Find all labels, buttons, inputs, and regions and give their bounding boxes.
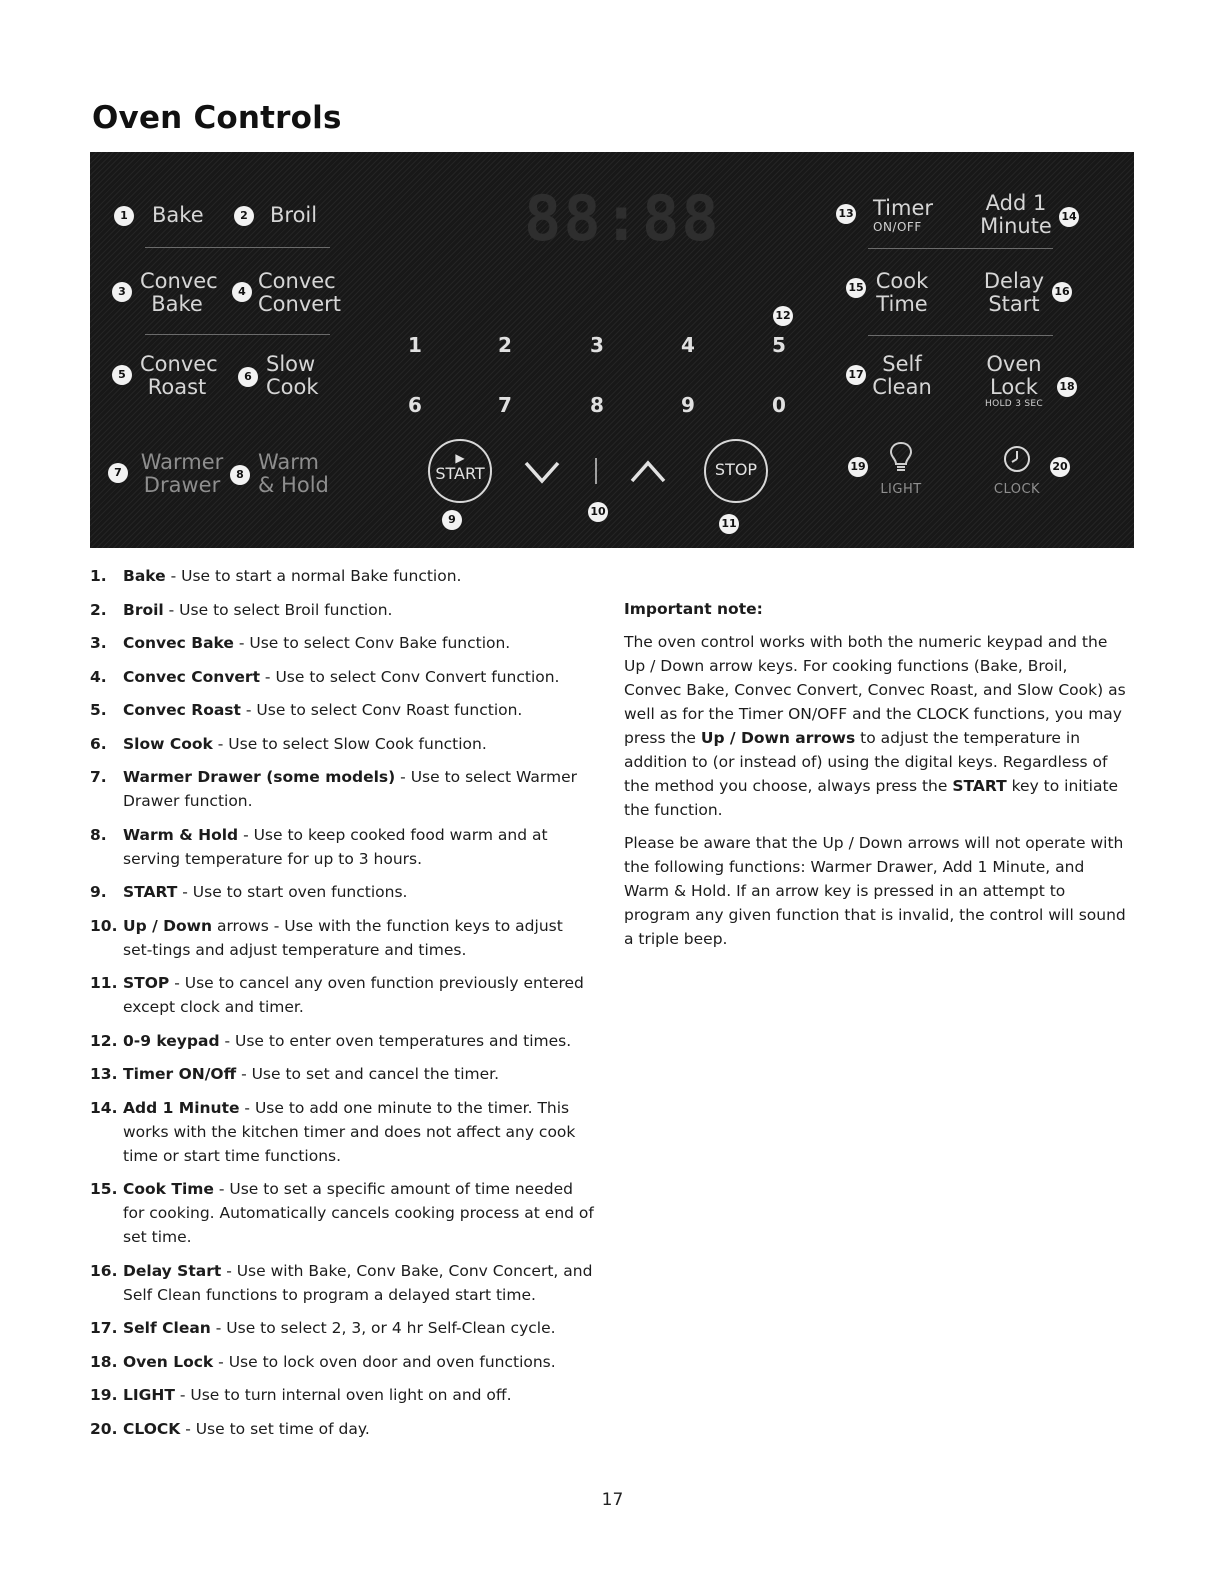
important-note [624, 597, 1129, 960]
list-item [90, 880, 595, 904]
item-text: - Use with Bake, Conv Bake, Conv Concert, and Self Clean functions to program a delayed start time. [123, 1261, 593, 1304]
item-number: 2. [90, 600, 107, 619]
note-text: to adjust the temperature in addition to (or instead of) using the digital keys. Regardless of the method you choose, always press the [624, 729, 1108, 795]
add-1-minute-button[interactable] [978, 192, 1054, 238]
chevron-up-icon [632, 463, 664, 481]
broil-label: Broil [270, 203, 318, 227]
note-emphasis: Up / Down arrows [700, 729, 856, 747]
list-item [90, 1096, 595, 1168]
item-text: - Use to set a specific amount of time needed for cooking. Automatically cancels cooking process at end of set time. [123, 1180, 594, 1246]
callout-badge-11: 11 [719, 514, 739, 534]
item-term: Convec Convert [123, 667, 260, 686]
cook-time-label-1: Cook [875, 269, 929, 293]
convec-convert-label-1: Convec [258, 269, 336, 293]
slow-cook-label-2: Cook [266, 375, 319, 399]
item-number: 9. [90, 883, 107, 901]
keypad-key-8[interactable]: 8 [590, 393, 604, 417]
item-number: 1. [90, 567, 107, 585]
callout-badge-1: 1 [114, 206, 134, 226]
digital-display: 88:88 [524, 182, 721, 255]
divider [145, 334, 330, 335]
convec-roast-label-1: Convec [140, 352, 218, 376]
item-text: - Use to select Warmer Drawer function. [123, 768, 577, 810]
item-term: Bake [123, 567, 166, 585]
callout-badge-4: 4 [232, 282, 252, 302]
convec-bake-label-1: Convec [140, 269, 218, 293]
callout-badge-15: 15 [846, 278, 866, 298]
bake-button[interactable] [152, 204, 204, 227]
item-number: 10. [90, 916, 118, 935]
list-item [90, 1029, 595, 1053]
divider [868, 335, 1053, 336]
start-label: START [435, 464, 485, 483]
convec-bake-button[interactable] [140, 269, 218, 316]
item-number: 6. [90, 734, 107, 753]
convec-convert-label-2: Convert [258, 292, 342, 316]
note-text: The oven control works with both the numeric keypad and the Up / Down arrow keys. For cooking functions (Bake, Broil, Convec Bake, Convec Convert, Convec Roast, and Slow Cook) as well as for the Timer ON/OFF and the CLOCK functions, you may press the [624, 633, 1126, 747]
callout-badge-7: 7 [108, 463, 128, 483]
item-text: - Use to select Conv Convert function. [260, 667, 560, 686]
oven-lock-label-1: Oven [986, 352, 1042, 376]
keypad-key-2[interactable]: 2 [498, 333, 512, 357]
play-icon: ▶ [455, 451, 465, 465]
item-term: 0-9 keypad [123, 1031, 220, 1050]
callout-badge-2: 2 [234, 206, 254, 226]
list-item [90, 698, 595, 722]
timer-label: Timer [873, 196, 934, 220]
broil-button[interactable] [270, 204, 317, 227]
note-text: key to initiate the function. [624, 777, 1119, 819]
delay-start-label-1: Delay [983, 269, 1045, 293]
item-term: LIGHT [123, 1386, 175, 1404]
convec-roast-button[interactable] [140, 352, 218, 399]
item-text: - Use to start a normal Bake function. [165, 567, 462, 585]
list-item [90, 1316, 595, 1340]
bake-label: Bake [152, 203, 204, 227]
self-clean-button[interactable] [870, 353, 934, 399]
note-emphasis: START [952, 777, 1007, 795]
warmer-drawer-label-2: Drawer [143, 473, 221, 497]
callout-badge-16: 16 [1052, 282, 1072, 302]
item-term: Cook Time [123, 1180, 214, 1198]
item-number: 20. [90, 1419, 118, 1438]
self-clean-label-1: Self [882, 352, 922, 376]
oven-lock-label-2: Lock [990, 375, 1038, 399]
stop-label: STOP [714, 460, 758, 479]
clock-label: CLOCK [993, 482, 1041, 497]
item-text: - Use to set and cancel the timer. [236, 1065, 500, 1083]
keypad-key-7[interactable]: 7 [498, 393, 512, 417]
list-item [90, 665, 595, 689]
item-term: Oven Lock [123, 1352, 214, 1371]
item-number: 4. [90, 667, 107, 686]
item-text: - Use to enter oven temperatures and times. [219, 1031, 572, 1050]
item-number: 12. [90, 1031, 118, 1050]
keypad-key-9[interactable]: 9 [681, 393, 695, 417]
item-number: 18. [90, 1352, 118, 1371]
list-item [90, 823, 595, 871]
item-number: 19. [90, 1386, 118, 1404]
item-term: Warmer Drawer (some models) [123, 768, 396, 786]
callout-badge-18: 18 [1057, 377, 1077, 397]
clock-button[interactable] [982, 444, 1052, 497]
convec-convert-button[interactable] [258, 270, 341, 316]
oven-control-panel [90, 152, 1134, 548]
oven-lock-sublabel: HOLD 3 SEC [985, 399, 1043, 409]
start-button[interactable] [428, 439, 492, 503]
item-text: - Use to select Broil function. [163, 600, 393, 619]
item-term: Slow Cook [123, 734, 213, 753]
delay-start-button[interactable] [982, 270, 1046, 316]
self-clean-label-2: Clean [872, 375, 932, 399]
list-item [90, 765, 595, 813]
note-paragraph-1 [624, 630, 1129, 822]
item-term: CLOCK [123, 1419, 181, 1438]
callout-badge-3: 3 [112, 282, 132, 302]
item-term: Convec Roast [123, 701, 241, 719]
warm-hold-button[interactable] [258, 451, 329, 497]
callout-badge-5: 5 [112, 365, 132, 385]
keypad-key-6[interactable]: 6 [408, 393, 422, 417]
list-item [90, 564, 595, 588]
delay-start-label-2: Start [988, 292, 1040, 316]
item-number: 3. [90, 634, 107, 652]
keypad-key-4[interactable]: 4 [681, 333, 695, 357]
item-term: Convec Bake [123, 634, 234, 652]
light-label: LIGHT [880, 482, 922, 497]
list-item [90, 1259, 595, 1307]
warm-hold-label-1: Warm [258, 450, 320, 474]
timer-sublabel: ON/OFF [873, 220, 922, 234]
list-item [90, 1417, 595, 1441]
callout-badge-19: 19 [848, 457, 868, 477]
chevron-down-icon [526, 463, 558, 481]
note-paragraph-2: Please be aware that the Up / Down arrows will not operate with the following functions: Warmer Drawer, Add 1 Minute, and Warm & Hold. If an arrow key is pressed in an attempt to program any given function that is invalid, the control will sound a triple beep. [624, 834, 1126, 948]
convec-roast-label-2: Roast [147, 375, 207, 399]
page-title: Oven Controls [92, 100, 342, 136]
divider [868, 248, 1053, 249]
list-item [90, 598, 595, 622]
list-item [90, 1383, 595, 1407]
warmer-drawer-label-1: Warmer [140, 450, 224, 474]
add-minute-label-1: Add 1 [985, 191, 1047, 215]
item-term: Add 1 Minute [123, 1098, 240, 1117]
item-text: - Use to lock oven door and oven functions. [213, 1352, 556, 1371]
list-item [90, 914, 595, 962]
item-number: 14. [90, 1098, 118, 1117]
item-term: Delay Start [123, 1261, 222, 1280]
arrow-separator [595, 458, 597, 484]
light-bulb-icon [888, 440, 914, 474]
keypad-key-3[interactable]: 3 [590, 333, 604, 357]
up-arrow-button[interactable] [628, 457, 668, 487]
item-text: - Use to select 2, 3, or 4 hr Self-Clean cycle. [210, 1319, 556, 1337]
item-number: 13. [90, 1065, 118, 1083]
warm-hold-label-2: & Hold [258, 473, 329, 497]
item-text: arrows - Use with the function keys to adjust set-tings and adjust temperature and times. [123, 916, 563, 959]
list-item [90, 732, 595, 756]
item-text: - Use to add one minute to the timer. This works with the kitchen timer and does not affect any cook time or start time functions. [123, 1098, 576, 1165]
item-text: - Use to select Conv Bake function. [233, 634, 511, 652]
page-number: 17 [601, 1490, 624, 1510]
item-number: 5. [90, 701, 107, 719]
clock-icon [1002, 444, 1032, 474]
item-term: Warm & Hold [123, 825, 239, 844]
add-minute-label-2: Minute [980, 214, 1052, 238]
down-arrow-button[interactable] [522, 457, 562, 487]
timer-button[interactable] [873, 197, 933, 234]
control-descriptions-list [90, 564, 595, 1450]
callout-badge-17: 17 [846, 365, 866, 385]
slow-cook-label-1: Slow [266, 352, 316, 376]
keypad-key-0[interactable]: 0 [772, 393, 786, 417]
item-term: Timer ON/Off [123, 1065, 237, 1083]
cook-time-label-2: Time [876, 292, 928, 316]
callout-badge-6: 6 [238, 367, 258, 387]
slow-cook-button[interactable] [266, 353, 319, 399]
note-heading: Important note: [624, 600, 763, 618]
item-text: - Use to start oven functions. [177, 883, 408, 901]
keypad-key-1[interactable]: 1 [408, 333, 422, 357]
cook-time-button[interactable] [870, 270, 934, 316]
callout-badge-12: 12 [773, 306, 793, 326]
keypad-key-5[interactable]: 5 [772, 333, 786, 357]
item-term: STOP [123, 974, 170, 992]
item-text: - Use to select Conv Roast function. [240, 701, 523, 719]
list-item [90, 971, 595, 1019]
item-number: 7. [90, 768, 107, 786]
item-text: - Use to select Slow Cook function. [212, 734, 487, 753]
item-text: - Use to cancel any oven function previously entered except clock and timer. [123, 974, 584, 1016]
callout-badge-13: 13 [836, 204, 856, 224]
item-number: 16. [90, 1261, 118, 1280]
item-term: Self Clean [123, 1319, 211, 1337]
callout-badge-14: 14 [1059, 207, 1079, 227]
convec-bake-label-2: Bake [151, 292, 203, 316]
list-item [90, 631, 595, 655]
divider [145, 247, 330, 248]
item-text: - Use to turn internal oven light on and off. [174, 1386, 512, 1404]
callout-badge-10: 10 [588, 502, 608, 522]
item-term: Up / Down [123, 916, 213, 935]
item-number: 8. [90, 825, 107, 844]
callout-badge-20: 20 [1050, 457, 1070, 477]
item-text: - Use to keep cooked food warm and at serving temperature for up to 3 hours. [123, 825, 548, 868]
warmer-drawer-button[interactable] [138, 451, 226, 497]
stop-button[interactable] [704, 439, 768, 503]
callout-badge-9: 9 [442, 510, 462, 530]
list-item [90, 1177, 595, 1249]
list-item [90, 1350, 595, 1374]
item-term: Broil [123, 600, 164, 619]
item-number: 11. [90, 974, 118, 992]
item-number: 17. [90, 1319, 118, 1337]
item-text: - Use to set time of day. [180, 1419, 370, 1438]
item-term: START [123, 883, 178, 901]
callout-badge-8: 8 [230, 465, 250, 485]
item-number: 15. [90, 1180, 118, 1198]
light-button[interactable] [868, 440, 934, 497]
oven-lock-button[interactable] [976, 353, 1052, 410]
list-item [90, 1062, 595, 1086]
